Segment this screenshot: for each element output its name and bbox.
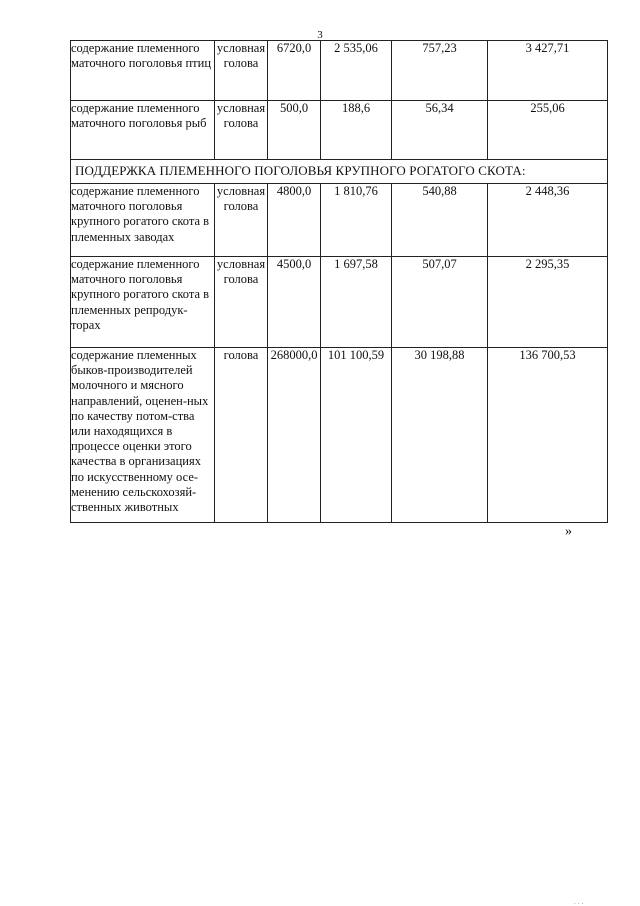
subsidy-rates-table — [70, 40, 608, 523]
row-value-1: 2 535,06 — [321, 41, 392, 101]
row-unit: условная голова — [215, 257, 268, 348]
section-heading: ПОДДЕРЖКА ПЛЕМЕННОГО ПОГОЛОВЬЯ КРУПНОГО РОГАТОГО СКОТА: — [71, 160, 608, 184]
closing-quote: » — [565, 524, 572, 539]
row-value-2: 56,34 — [392, 101, 488, 160]
row-value-total: 2 448,36 — [488, 184, 608, 257]
row-value-2: 507,07 — [392, 257, 488, 348]
row-norm: 4800,0 — [268, 184, 321, 257]
row-unit: голова — [215, 348, 268, 523]
row-norm: 500,0 — [268, 101, 321, 160]
table-row — [71, 101, 608, 160]
row-value-1: 1 810,76 — [321, 184, 392, 257]
row-value-1: 188,6 — [321, 101, 392, 160]
table-row — [71, 348, 608, 523]
row-value-1: 101 100,59 — [321, 348, 392, 523]
table-row — [71, 184, 608, 257]
row-value-1: 1 697,58 — [321, 257, 392, 348]
row-description: содержание племенного маточного поголовья рыб — [71, 101, 215, 160]
row-description: содержание племенного маточного поголовья крупного рогатого скота в племенных репродук-торах — [71, 257, 215, 348]
table-row — [71, 257, 608, 348]
row-norm: 6720,0 — [268, 41, 321, 101]
footer-mark: . . . — [574, 899, 584, 906]
row-value-total: 3 427,71 — [488, 41, 608, 101]
section-heading-row — [71, 160, 608, 184]
row-value-total: 2 295,35 — [488, 257, 608, 348]
row-norm: 4500,0 — [268, 257, 321, 348]
row-value-total: 255,06 — [488, 101, 608, 160]
row-value-2: 540,88 — [392, 184, 488, 257]
row-value-2: 757,23 — [392, 41, 488, 101]
row-unit: условная голова — [215, 41, 268, 101]
table-row — [71, 41, 608, 101]
row-description: содержание племенного маточного поголовья крупного рогатого скота в племенных заводах — [71, 184, 215, 257]
page-number: 3 — [317, 29, 323, 41]
row-value-total: 136 700,53 — [488, 348, 608, 523]
row-unit: условная голова — [215, 101, 268, 160]
row-norm: 268000,0 — [268, 348, 321, 523]
row-unit: условная голова — [215, 184, 268, 257]
row-description: содержание племенного маточного поголовья птиц — [71, 41, 215, 101]
row-value-2: 30 198,88 — [392, 348, 488, 523]
row-description: содержание племенных быков-производителей молочного и мясного направлений, оценен-ных по качеству потом-ства или находящихся в процессе оценки этого качества в организациях по искусственному осе-менению сельскохозяй-ственных животных — [71, 348, 215, 523]
